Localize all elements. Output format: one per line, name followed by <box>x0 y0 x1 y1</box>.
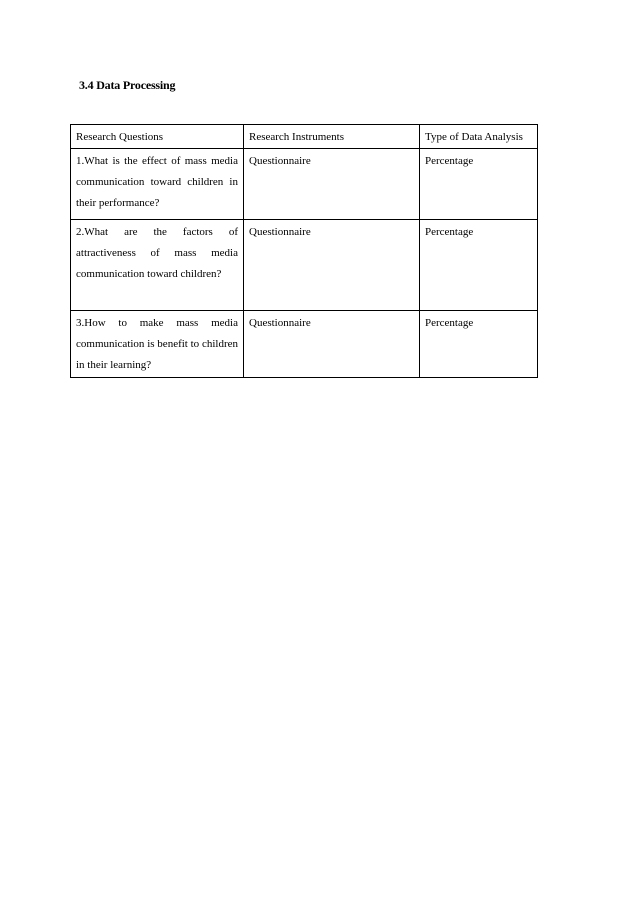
analysis-type-cell: Percentage <box>420 149 538 220</box>
research-question-cell: 3.How to make mass media communication is benefit to children in their learning? <box>71 311 244 378</box>
header-research-instruments: Research Instruments <box>244 125 420 149</box>
table-row <box>71 220 538 311</box>
instrument-cell: Questionnaire <box>244 149 420 220</box>
table-header-row <box>71 125 538 149</box>
analysis-type-cell: Percentage <box>420 220 538 311</box>
section-heading: 3.4 Data Processing <box>79 78 176 92</box>
research-question-cell: 1.What is the effect of mass media communication toward children in their performance? <box>71 149 244 220</box>
instrument-cell: Questionnaire <box>244 220 420 311</box>
research-question-cell: 2.What are the factors of attractiveness of mass media communication toward children? <box>71 220 244 311</box>
data-processing-table <box>70 124 538 378</box>
instrument-cell: Questionnaire <box>244 311 420 378</box>
analysis-type-cell: Percentage <box>420 311 538 378</box>
header-research-questions: Research Questions <box>71 125 244 149</box>
header-data-analysis: Type of Data Analysis <box>420 125 538 149</box>
table-row <box>71 149 538 220</box>
table-row <box>71 311 538 378</box>
